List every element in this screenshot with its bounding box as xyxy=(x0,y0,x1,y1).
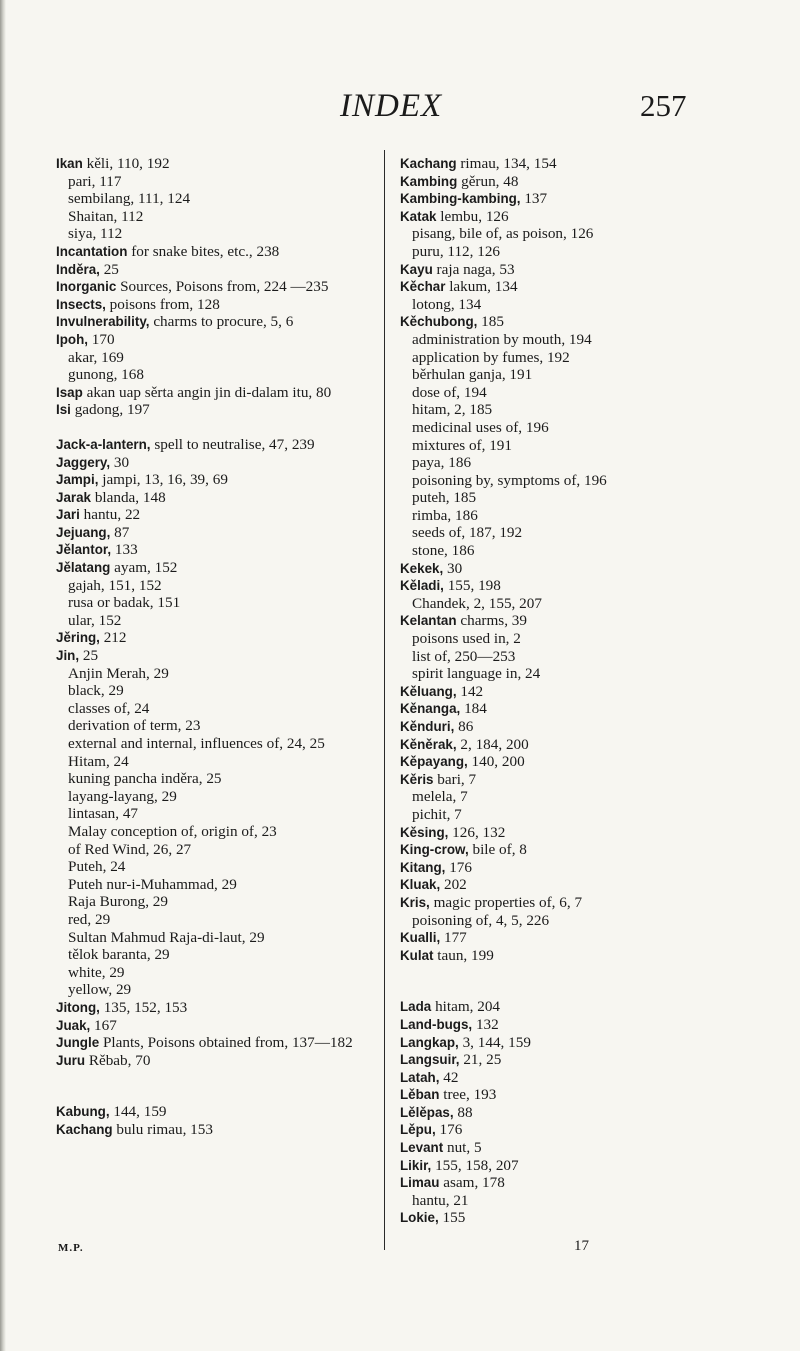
index-entry xyxy=(400,841,755,859)
index-references: 132 xyxy=(472,1015,499,1033)
index-subentry xyxy=(56,788,411,806)
index-entry xyxy=(400,313,755,331)
index-heading: Inděra, xyxy=(56,261,100,277)
index-references: external and internal, influences of, 24, 25 xyxy=(68,735,325,752)
index-subentry xyxy=(56,682,411,700)
page-spine-shadow xyxy=(0,0,6,1351)
index-subentry xyxy=(400,507,755,525)
index-subentry xyxy=(56,858,411,876)
index-references: melela, 7 xyxy=(412,788,468,806)
index-subentry xyxy=(400,243,755,261)
index-references: Puteh nur-i-Muhammad, 29 xyxy=(68,875,237,893)
index-entry xyxy=(400,947,755,965)
index-entry xyxy=(56,629,411,647)
index-references: 30 xyxy=(443,559,463,577)
index-heading: Kris, xyxy=(400,894,430,910)
index-entry xyxy=(56,1103,411,1121)
index-heading: Lěban xyxy=(400,1087,440,1103)
index-references: pari, 117 xyxy=(68,172,122,190)
index-entry xyxy=(400,1157,755,1175)
index-references: Sources, Poisons from, 224 —235 xyxy=(116,278,329,296)
index-heading: Kěladi, xyxy=(400,578,444,594)
index-subentry xyxy=(56,893,411,911)
index-subentry xyxy=(56,946,411,964)
index-references: rimba, 186 xyxy=(412,506,478,524)
index-subentry xyxy=(56,964,411,982)
index-references: 212 xyxy=(99,629,127,647)
index-heading: Kěpayang, xyxy=(400,754,468,770)
index-heading: Jungle xyxy=(56,1035,100,1051)
index-references: tělok baranta, 29 xyxy=(68,946,170,964)
index-entry xyxy=(400,736,755,754)
index-subentry xyxy=(400,401,755,419)
index-heading: Isi xyxy=(56,402,71,418)
index-heading: Kitang, xyxy=(400,859,446,875)
index-subentry xyxy=(400,806,755,824)
index-references: seeds of, 187, 192 xyxy=(412,524,523,542)
index-references: puru, 112, 126 xyxy=(412,242,501,260)
index-references: bile of, 8 xyxy=(468,841,527,859)
index-references: poisons from, 128 xyxy=(105,295,220,313)
index-entry xyxy=(400,612,755,630)
index-subentry xyxy=(400,366,755,384)
index-references: hantu, 22 xyxy=(79,506,141,524)
index-heading: Lěpu, xyxy=(400,1122,436,1138)
index-subentry xyxy=(400,595,755,613)
index-subentry xyxy=(56,612,411,630)
index-subentry xyxy=(400,665,755,683)
index-heading: Jělantor, xyxy=(56,542,112,558)
index-entry xyxy=(56,506,411,524)
index-entry xyxy=(400,683,755,701)
index-subentry xyxy=(56,208,411,226)
index-references: charms to procure, 5, 6 xyxy=(149,313,294,331)
index-entry xyxy=(56,296,411,314)
index-entry xyxy=(400,577,755,595)
index-references: 86 xyxy=(454,718,474,735)
index-references: for snake bites, etc., 238 xyxy=(127,242,280,260)
index-heading: Kachang xyxy=(400,156,457,171)
index-subentry xyxy=(400,296,755,314)
index-heading: Jari xyxy=(56,507,80,523)
index-references: list of, 250—253 xyxy=(412,647,516,665)
index-references: paya, 186 xyxy=(412,454,472,472)
index-subentry xyxy=(56,911,411,929)
index-references: ayam, 152 xyxy=(110,559,178,577)
index-entry xyxy=(56,1121,411,1139)
index-references: Sultan Mahmud Raja-di-laut, 29 xyxy=(68,928,265,946)
index-entry xyxy=(56,1034,411,1052)
index-heading: Kayu xyxy=(400,261,433,277)
index-heading: Inorganic xyxy=(56,279,117,295)
index-entry xyxy=(400,560,755,578)
index-references: spirit language in, 24 xyxy=(412,665,541,683)
index-references: layang-layang, 29 xyxy=(68,787,177,805)
index-heading: Jin, xyxy=(56,648,80,664)
index-references: lintasan, 47 xyxy=(68,805,139,823)
index-subentry xyxy=(56,735,411,753)
index-subentry xyxy=(56,190,411,208)
index-entry xyxy=(56,454,411,472)
index-heading: Kambing xyxy=(400,173,458,189)
index-entry xyxy=(56,278,411,296)
index-references: gunong, 168 xyxy=(68,366,144,384)
index-entry xyxy=(56,524,411,542)
index-subentry xyxy=(56,594,411,612)
section-gap xyxy=(400,981,755,998)
index-subentry xyxy=(400,472,755,490)
index-heading: Langkap, xyxy=(400,1034,459,1050)
index-subentry xyxy=(56,349,411,367)
index-subentry xyxy=(56,805,411,823)
index-references: 3, 144, 159 xyxy=(458,1033,531,1051)
index-heading: Langsuir, xyxy=(400,1052,460,1068)
index-references: nut, 5 xyxy=(443,1139,482,1157)
index-references: raja naga, 53 xyxy=(432,260,515,278)
index-references: medicinal uses of, 196 xyxy=(412,418,549,436)
index-heading: Kambing-kambing, xyxy=(400,191,521,207)
index-heading: Kluak, xyxy=(400,877,441,893)
index-references: white, 29 xyxy=(68,963,125,981)
index-heading: Lada xyxy=(400,999,432,1015)
index-references: bari, 7 xyxy=(433,770,477,788)
index-references: 167 xyxy=(90,1016,117,1034)
index-subentry xyxy=(400,489,755,507)
index-references: poisoning of, 4, 5, 226 xyxy=(412,911,550,929)
index-references: lakum, 134 xyxy=(445,278,518,296)
index-entry xyxy=(400,1174,755,1192)
index-heading: Lělěpas, xyxy=(400,1104,454,1120)
index-subentry xyxy=(400,1192,755,1210)
index-references: Raja Burong, 29 xyxy=(68,893,168,911)
index-subentry xyxy=(56,225,411,243)
index-entry xyxy=(400,190,755,208)
index-references: pisang, bile of, as poison, 126 xyxy=(412,225,594,243)
index-heading: Isap xyxy=(56,384,83,400)
index-references: 184 xyxy=(460,700,487,718)
index-entry xyxy=(56,1052,411,1070)
index-references: kěli, 110, 192 xyxy=(82,155,170,172)
index-references: sembilang, 111, 124 xyxy=(68,190,191,208)
index-references: classes of, 24 xyxy=(68,699,150,717)
index-entry xyxy=(56,401,411,419)
index-references: siya, 112 xyxy=(68,225,123,243)
index-entry xyxy=(56,647,411,665)
index-heading: Latah, xyxy=(400,1069,440,1085)
index-references: 2, 184, 200 xyxy=(456,735,529,753)
index-references: hantu, 21 xyxy=(412,1191,469,1209)
index-entry xyxy=(56,541,411,559)
page-number: 257 xyxy=(640,88,687,123)
index-entry xyxy=(400,700,755,718)
index-subentry xyxy=(400,524,755,542)
section-gap xyxy=(56,419,411,436)
index-entry xyxy=(400,1086,755,1104)
index-heading: Likir, xyxy=(400,1157,432,1173)
index-entry xyxy=(56,155,411,173)
index-references: yellow, 29 xyxy=(68,981,132,999)
index-entry xyxy=(400,929,755,947)
index-heading: Juru xyxy=(56,1052,86,1068)
index-references: puteh, 185 xyxy=(412,489,477,507)
index-references: red, 29 xyxy=(68,910,111,928)
index-references: 185 xyxy=(477,313,504,331)
index-entry xyxy=(56,559,411,577)
index-references: 126, 132 xyxy=(448,823,506,841)
index-entry xyxy=(56,384,411,402)
index-heading: Kěněrak, xyxy=(400,736,457,752)
index-references: asam, 178 xyxy=(439,1174,505,1192)
page-header xyxy=(0,88,800,128)
index-references: 137 xyxy=(520,190,548,208)
index-entry xyxy=(400,1121,755,1139)
index-references: black, 29 xyxy=(68,682,124,700)
index-references: Hitam, 24 xyxy=(68,752,129,770)
index-subentry xyxy=(56,173,411,191)
index-references: application by fumes, 192 xyxy=(412,348,570,366)
index-entry xyxy=(56,313,411,331)
index-heading: Jampi, xyxy=(56,472,99,488)
index-entry xyxy=(56,436,411,454)
index-heading: Jěring, xyxy=(56,630,100,646)
index-heading: Kěnanga, xyxy=(400,701,461,717)
index-heading: Kelantan xyxy=(400,613,457,629)
index-entry xyxy=(400,753,755,771)
index-heading: Ikan xyxy=(56,156,83,171)
index-entry xyxy=(56,1017,411,1035)
page-title: INDEX xyxy=(340,88,443,124)
index-entry xyxy=(400,261,755,279)
index-references: 42 xyxy=(439,1068,459,1086)
index-subentry xyxy=(56,823,411,841)
index-references: 142 xyxy=(456,682,484,700)
index-subentry xyxy=(400,648,755,666)
index-references: jampi, 13, 16, 39, 69 xyxy=(98,471,228,489)
index-references: 135, 152, 153 xyxy=(99,998,188,1016)
index-subentry xyxy=(400,788,755,806)
index-references: gadong, 197 xyxy=(70,401,150,419)
index-references: gěrun, 48 xyxy=(457,172,519,190)
index-entry xyxy=(400,876,755,894)
index-subentry xyxy=(56,717,411,735)
column-divider xyxy=(384,150,385,1250)
index-references: 176 xyxy=(445,858,472,876)
index-heading: Kachang xyxy=(56,1121,113,1137)
index-references: 155, 198 xyxy=(443,577,501,595)
index-subentry xyxy=(56,700,411,718)
index-subentry xyxy=(56,577,411,595)
index-references: 87 xyxy=(110,523,130,541)
index-subentry xyxy=(56,876,411,894)
index-references: bulu rimau, 153 xyxy=(112,1120,213,1138)
index-references: 25 xyxy=(99,260,119,278)
index-subentry xyxy=(56,929,411,947)
index-references: tree, 193 xyxy=(439,1086,497,1104)
index-heading: Kualli, xyxy=(400,930,441,946)
index-entry xyxy=(400,208,755,226)
index-entry xyxy=(400,1209,755,1227)
index-references: gajah, 151, 152 xyxy=(68,576,162,594)
index-references: 202 xyxy=(440,876,467,894)
index-references: dose of, 194 xyxy=(412,383,487,401)
index-subentry xyxy=(400,630,755,648)
signature-number: 17 xyxy=(574,1238,589,1254)
index-entry xyxy=(400,859,755,877)
index-entry xyxy=(56,243,411,261)
index-subentry xyxy=(400,454,755,472)
index-references: lembu, 126 xyxy=(436,207,509,225)
index-references: derivation of term, 23 xyxy=(68,717,201,735)
index-references: 25 xyxy=(79,647,99,665)
index-subentry xyxy=(56,981,411,999)
index-references: 88 xyxy=(453,1103,473,1121)
index-entry xyxy=(400,1034,755,1052)
index-references: 155, 158, 207 xyxy=(431,1156,519,1174)
section-gap xyxy=(400,964,755,981)
index-heading: Kěchubong, xyxy=(400,314,478,330)
index-references: Plants, Poisons obtained from, 137—182 xyxy=(99,1034,353,1052)
index-references: of Red Wind, 26, 27 xyxy=(68,840,192,858)
index-heading: Kěnduri, xyxy=(400,719,455,734)
index-references: Rěbab, 70 xyxy=(85,1051,151,1069)
index-entry xyxy=(400,1016,755,1034)
index-heading: Invulnerability, xyxy=(56,314,150,330)
index-column-right xyxy=(400,155,755,1227)
index-references: 144, 159 xyxy=(109,1103,167,1121)
index-references: taun, 199 xyxy=(433,946,494,964)
index-references: poisoning by, symptoms of, 196 xyxy=(412,471,607,489)
index-references: běrhulan ganja, 191 xyxy=(412,366,533,384)
index-references: rimau, 134, 154 xyxy=(456,155,557,172)
index-references: 133 xyxy=(111,541,138,559)
index-heading: King-crow, xyxy=(400,842,469,858)
index-subentry xyxy=(56,366,411,384)
index-entry xyxy=(400,1051,755,1069)
index-references: 30 xyxy=(110,453,130,471)
index-heading: Land-bugs, xyxy=(400,1016,473,1032)
index-subentry xyxy=(400,542,755,560)
index-heading: Jejuang, xyxy=(56,524,111,540)
index-references: poisons used in, 2 xyxy=(412,630,521,648)
index-heading: Kulat xyxy=(400,947,434,963)
index-entry xyxy=(56,471,411,489)
index-subentry xyxy=(56,665,411,683)
printer-mark: M.P. xyxy=(58,1242,84,1254)
index-heading: Limau xyxy=(400,1175,440,1191)
section-gap xyxy=(56,1069,411,1086)
index-references: 140, 200 xyxy=(467,753,525,771)
index-subentry xyxy=(56,770,411,788)
index-heading: Jělatang xyxy=(56,560,111,576)
index-references: 176 xyxy=(435,1121,463,1139)
index-references: magic properties of, 6, 7 xyxy=(429,893,583,911)
index-references: charms, 39 xyxy=(456,612,527,630)
index-subentry xyxy=(400,331,755,349)
index-references: Malay conception of, origin of, 23 xyxy=(68,822,277,840)
index-entry xyxy=(400,1104,755,1122)
index-subentry xyxy=(400,419,755,437)
index-heading: Kěluang, xyxy=(400,683,457,699)
index-references: 155 xyxy=(438,1209,466,1227)
index-references: Shaitan, 112 xyxy=(68,207,144,225)
index-references: kuning pancha inděra, 25 xyxy=(68,770,222,788)
index-entry xyxy=(56,999,411,1017)
index-subentry xyxy=(400,384,755,402)
index-heading: Kekek, xyxy=(400,560,444,576)
index-heading: Jarak xyxy=(56,489,92,505)
index-entry xyxy=(56,331,411,349)
index-references: hitam, 204 xyxy=(431,998,501,1016)
index-entry xyxy=(400,1139,755,1157)
index-column-left xyxy=(56,155,411,1138)
index-subentry xyxy=(56,753,411,771)
index-subentry xyxy=(400,437,755,455)
index-references: 177 xyxy=(440,929,467,947)
index-entry xyxy=(400,824,755,842)
index-references: lotong, 134 xyxy=(412,295,482,313)
index-references: blanda, 148 xyxy=(91,488,166,506)
index-heading: Jack-a-lantern, xyxy=(56,436,151,452)
index-subentry xyxy=(400,225,755,243)
index-heading: Kěchar xyxy=(400,279,446,295)
index-references: 21, 25 xyxy=(459,1051,502,1069)
index-references: hitam, 2, 185 xyxy=(412,401,493,419)
index-heading: Insects, xyxy=(56,296,106,312)
index-subentry xyxy=(400,349,755,367)
index-heading: Kěsing, xyxy=(400,824,449,840)
index-heading: Levant xyxy=(400,1140,444,1156)
index-references: Puteh, 24 xyxy=(68,858,126,876)
index-references: pichit, 7 xyxy=(412,805,462,823)
index-entry xyxy=(400,771,755,789)
index-references: Chandek, 2, 155, 207 xyxy=(412,594,542,612)
index-entry xyxy=(400,718,755,736)
index-subentry xyxy=(400,912,755,930)
index-entry xyxy=(400,155,755,173)
index-entry xyxy=(400,1069,755,1087)
index-references: administration by mouth, 194 xyxy=(412,330,592,348)
index-references: stone, 186 xyxy=(412,542,475,560)
index-references: ular, 152 xyxy=(68,611,122,629)
index-heading: Jitong, xyxy=(56,999,100,1015)
index-entry xyxy=(400,894,755,912)
index-heading: Kabung, xyxy=(56,1104,110,1120)
index-entry xyxy=(56,489,411,507)
index-heading: Kěris xyxy=(400,771,434,787)
index-subentry xyxy=(56,841,411,859)
index-heading: Jaggery, xyxy=(56,454,111,470)
index-references: akan uap sěrta angin jin di-dalam itu, 80 xyxy=(82,383,332,401)
index-entry xyxy=(400,173,755,191)
index-references: mixtures of, 191 xyxy=(412,436,512,454)
index-heading: Incantation xyxy=(56,243,128,259)
index-references: 170 xyxy=(87,330,115,348)
index-references: rusa or badak, 151 xyxy=(68,594,181,612)
index-heading: Katak xyxy=(400,208,437,224)
index-entry xyxy=(400,278,755,296)
index-references: spell to neutralise, 47, 239 xyxy=(150,435,315,453)
index-entry xyxy=(400,998,755,1016)
index-references: Anjin Merah, 29 xyxy=(68,664,169,682)
index-references: akar, 169 xyxy=(68,348,124,366)
section-gap xyxy=(56,1086,411,1103)
index-entry xyxy=(56,261,411,279)
index-heading: Juak, xyxy=(56,1017,91,1033)
index-heading: Ipoh, xyxy=(56,331,88,347)
index-heading: Lokie, xyxy=(400,1210,439,1226)
